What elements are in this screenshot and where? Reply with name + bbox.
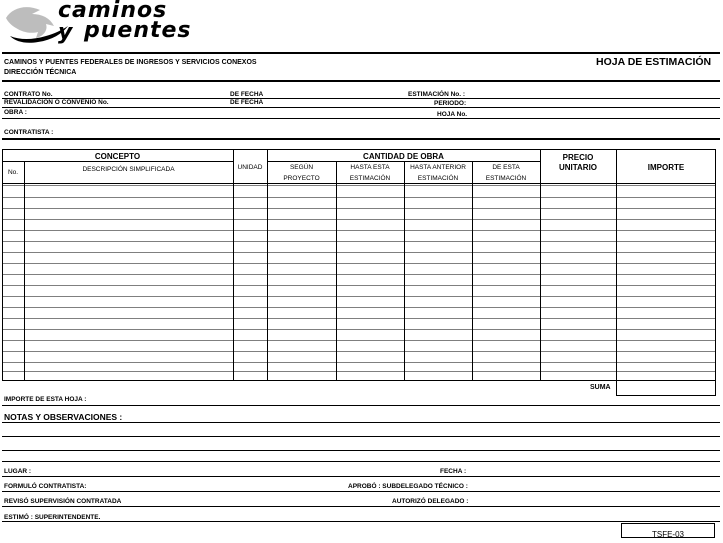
obra-label: OBRA : — [4, 109, 27, 116]
descripcion-header: DESCRIPCIÓN SIMPLIFICADA — [82, 166, 175, 173]
importe-header: IMPORTE — [647, 163, 685, 172]
periodo-label: PERIODO: — [434, 100, 467, 107]
form-code-box — [621, 523, 715, 538]
formulo-label: FORMULÓ CONTRATISTA: — [4, 483, 87, 490]
revalidacion-label: REVALIDACIÓN O CONVENIO No. — [4, 99, 109, 106]
de-esta-line2: ESTIMACIÓN — [485, 175, 527, 182]
reviso-label: REVISÓ SUPERVISIÓN CONTRATADA — [4, 498, 122, 505]
org-name: CAMINOS Y PUENTES FEDERALES DE INGRESOS Y SERVICIOS CONEXOS — [4, 59, 257, 66]
hasta-anterior-header — [404, 164, 472, 182]
aprobo-label: APROBÓ : SUBDELEGADO TÉCNICO : — [348, 483, 468, 490]
precio-line2: UNITARIO — [558, 163, 598, 172]
hasta-esta-line2: ESTIMACIÓN — [349, 175, 391, 182]
precio-unitario-header — [540, 153, 616, 172]
estimo-label: ESTIMÓ : SUPERINTENDENTE. — [4, 514, 101, 521]
form-title: HOJA DE ESTIMACIÓN — [596, 56, 712, 68]
importe-hoja-label: IMPORTE DE ESTA HOJA : — [4, 396, 87, 403]
concepto-header: CONCEPTO — [94, 152, 141, 161]
hasta-esta-line1: HASTA ESTA — [350, 164, 390, 171]
no-header: No. — [7, 169, 19, 176]
segun-line2: PROYECTO — [283, 175, 320, 182]
contratista-label: CONTRATISTA : — [4, 129, 54, 136]
logo-text-line1: caminos y — [58, 0, 168, 45]
segun-proyecto-header — [267, 164, 336, 182]
autorizo-label: AUTORIZÓ DELEGADO : — [392, 498, 469, 505]
hoja-label: HOJA No. — [437, 111, 468, 118]
de-esta-header — [472, 164, 540, 182]
hasta-esta-header — [336, 164, 404, 182]
suma-label: SUMA — [590, 384, 611, 391]
de-esta-line1: DE ESTA — [492, 164, 520, 171]
de-fecha-label-2: DE FECHA — [230, 99, 264, 106]
lugar-label: LUGAR : — [4, 468, 32, 475]
cantidad-de-obra-header: CANTIDAD DE OBRA — [363, 152, 444, 161]
unidad-header: UNIDAD — [237, 164, 263, 171]
fecha-label: FECHA : — [440, 468, 467, 475]
contrato-label: CONTRATO No. — [4, 91, 53, 98]
estimacion-label: ESTIMACIÓN No. : — [408, 91, 466, 98]
notas-label: NOTAS Y OBSERVACIONES : — [4, 412, 123, 422]
logo-text-line2: puentes — [84, 18, 192, 43]
hasta-anterior-line2: ESTIMACIÓN — [417, 175, 459, 182]
form-code: TSFE-03 — [651, 530, 684, 539]
de-fecha-label-1: DE FECHA — [230, 91, 264, 98]
segun-line1: SEGÚN — [289, 164, 314, 171]
hasta-anterior-line1: HASTA ANTERIOR — [410, 164, 466, 171]
precio-line1: PRECIO — [562, 153, 594, 162]
department: DIRECCIÓN TÉCNICA — [4, 69, 77, 76]
